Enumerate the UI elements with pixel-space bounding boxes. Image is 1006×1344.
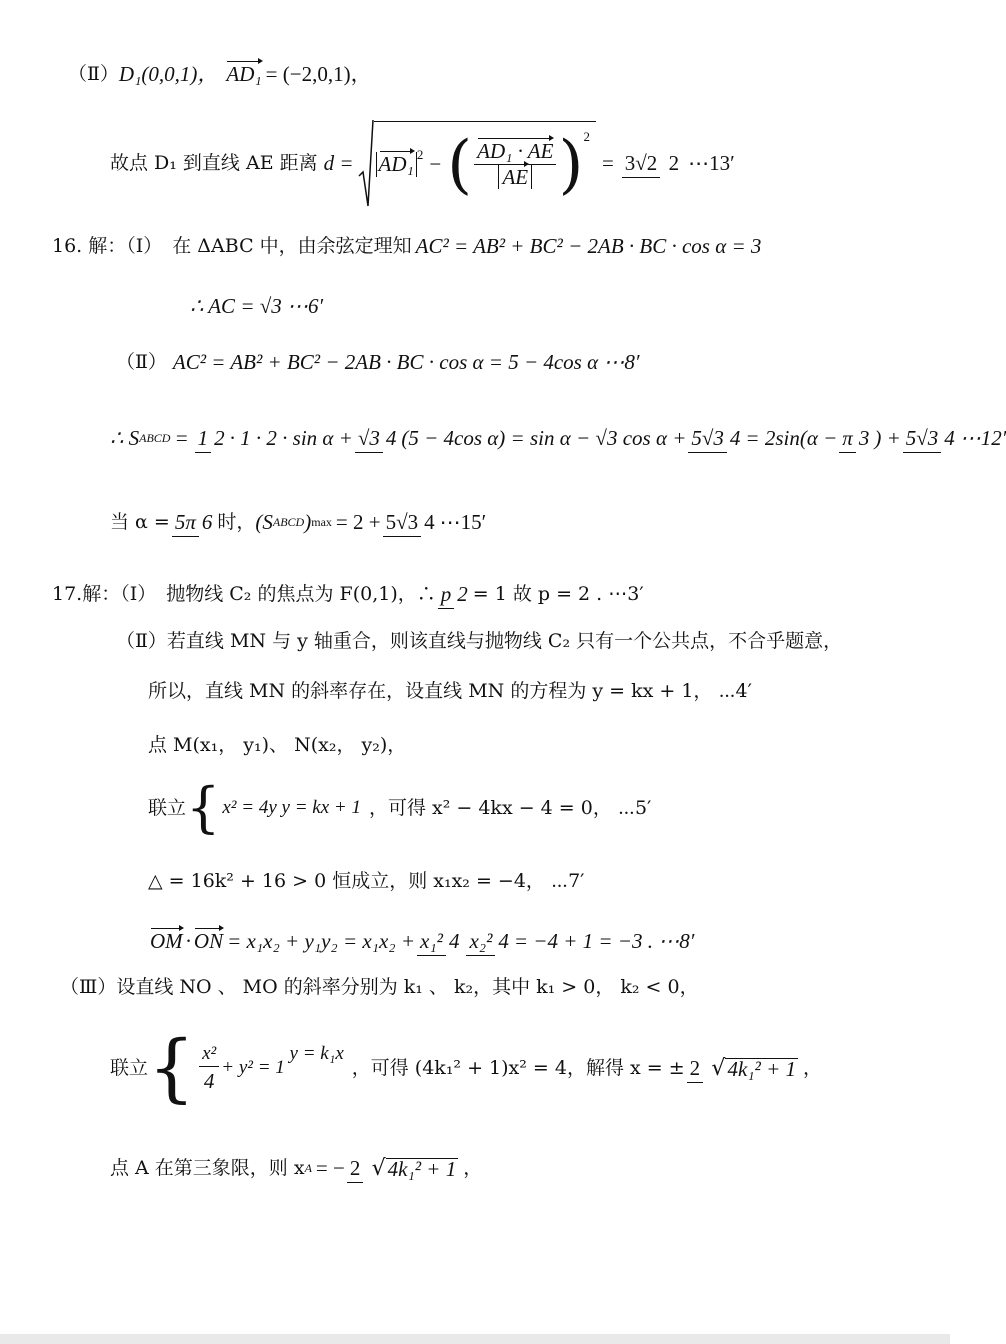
when-alpha: 当 α = [110, 510, 170, 533]
score-12: ⋯12′ [959, 425, 1006, 450]
frac-num: x² [199, 1043, 219, 1068]
q16-line-1 [52, 236, 761, 257]
frac-den: 4 [385, 425, 397, 450]
d-equals: d = [323, 150, 354, 175]
frac-num: 5√3 [688, 426, 727, 453]
ac-result: ∴ AC = √3 ⋯6′ [190, 294, 324, 318]
q17-line-6 [148, 872, 584, 891]
left-brace-icon: { [186, 776, 221, 839]
frac-p-2 [438, 581, 471, 606]
d1-point: D₁(0,0,1)， [118, 62, 219, 86]
page-bottom-strip [0, 1334, 950, 1344]
part-ii-d1-line [68, 64, 372, 85]
frac-den: 2 [457, 581, 468, 606]
score-15: ⋯15′ [439, 509, 487, 534]
score-13: ⋯13′ [688, 150, 735, 175]
q17-label: 17.解：（Ⅰ） [52, 582, 157, 605]
right-paren-icon: ) [558, 127, 584, 202]
s-close: ) [304, 509, 312, 534]
result-den: 2 [668, 150, 680, 175]
dot-product-result: = −4 + 1 = −3 . ⋯8′ [513, 928, 695, 953]
comma: ， [463, 1156, 483, 1179]
outer-square-exp: 2 [583, 129, 590, 144]
q16-line-2 [190, 296, 323, 317]
frac-num: 5√3 [903, 426, 942, 453]
q17-line-2 [116, 632, 842, 651]
frac-den-sqrt [369, 1156, 462, 1180]
frac-num: x₂² [466, 929, 495, 956]
q17-part-iii-text: （Ⅲ）设直线 NO 、 MO 的斜率分别为 k₁ 、 k₂，其中 k₁ > 0， k₂ < 0， [60, 976, 699, 998]
frac-den: 4 [498, 928, 509, 953]
frac-den: 4 [729, 425, 741, 450]
frac-pi-3 [839, 425, 872, 450]
discriminant: △ = 16k² + 16 > 0 恒成立，则 x₁x₂ = −4， ⋯7′ [148, 870, 585, 892]
radical-sign-icon [358, 118, 374, 208]
max-sub: max [311, 515, 332, 529]
q16-label: 16. 解：（Ⅰ） [52, 235, 163, 257]
max-eq: = 2 + [335, 509, 381, 534]
ellipse-system [197, 1043, 344, 1094]
projection-den [495, 165, 535, 188]
frac-den: 4 [203, 1069, 215, 1094]
point-a-text: 点 A 在第三象限，则 x [110, 1156, 305, 1179]
frac-den: 3 [858, 425, 870, 450]
comma: ， [803, 1056, 823, 1079]
frac-x2sq-4 [466, 928, 511, 953]
q16-ac-squared: AC² = AB² + BC² − 2AB · BC · cos α = 5 − 4cos α ⋯8′ [172, 350, 640, 374]
frac-5sqrt3-4-b [903, 425, 958, 450]
q16-area-line [110, 412, 1006, 464]
equation-system [222, 795, 361, 821]
vector-ad1-inner: AD₁ [378, 152, 414, 176]
q17-iii-system-line [110, 1025, 823, 1111]
system-eq-1: x² = 4y [222, 797, 277, 819]
vector-ad1-value: = (−2,0,1)， [265, 62, 372, 86]
q17-p-result: = 1 故 p = 2 . ⋯3′ [472, 582, 644, 605]
square-exp: 2 [416, 147, 424, 162]
frac-num: x₁² [417, 929, 446, 956]
frac-5sqrt3-4 [688, 425, 743, 450]
q17-line-4 [148, 736, 406, 755]
dot-product: AD₁ · AE [477, 139, 554, 163]
simultaneous-label: 联立 [148, 796, 187, 819]
area-part-c: · 1 · 2 · sin α + [229, 425, 353, 450]
dot-product-expansion: = x₁x₂ + y₁y₂ = x₁x₂ + [227, 928, 416, 953]
simultaneous-label-2: 联立 [110, 1056, 149, 1079]
area-part-f: ) + [874, 425, 901, 450]
q17-xa-line [110, 1138, 482, 1198]
frac-den: 4 [944, 425, 955, 450]
q17-part-ii: （Ⅱ）若直线 MN 与 y 轴重合，则该直线与抛物线 C₂ 只有一个公共点，不合乎题意， [116, 630, 843, 652]
frac-x-solution [687, 1056, 801, 1080]
frac-den-sqrt [708, 1056, 801, 1080]
left-paren-icon: ( [447, 127, 473, 202]
dot-sign: · [185, 928, 191, 953]
xa-eq: = − [315, 1155, 345, 1180]
q17-line-equation: 所以，直线 MN 的斜率存在，设直线 MN 的方程为 y = kx + 1， ⋯4′ [148, 680, 752, 702]
q16-cosine-law: AC² = AB² + BC² − 2AB · BC · cos α = 3 [415, 234, 762, 258]
solve-x-text: ，可得 (4k₁² + 1)x² = 4，解得 x = ± [351, 1056, 685, 1079]
frac-5pi-6 [172, 509, 216, 534]
frac-5sqrt3-4-c [383, 509, 438, 534]
abs-ae [498, 165, 532, 189]
part-label: （Ⅱ） [68, 63, 119, 85]
s-sub: ABCD [272, 515, 305, 529]
q17-dot-product-line [150, 916, 694, 966]
q16-part-ii-label: （Ⅱ） [116, 351, 167, 373]
frac-num: 5π [172, 510, 199, 537]
vector-om: OM [150, 928, 183, 953]
sqrt-content: 4k₁² + 1 [727, 1057, 797, 1081]
frac-x1sq-4 [417, 928, 462, 953]
distance-text: 故点 D₁ 到直线 AE 距离 [110, 151, 318, 174]
result-fraction [622, 150, 682, 175]
xa-sub: A [304, 1161, 312, 1175]
q16-line-3 [116, 352, 639, 373]
frac-half [195, 425, 228, 450]
projection-fraction [474, 141, 556, 188]
frac-num: 2 [687, 1056, 704, 1083]
area-eq: = [174, 425, 189, 450]
frac-num: 1 [195, 426, 212, 453]
line-eq: y = k₁x [289, 1042, 344, 1064]
left-brace-icon: { [148, 1025, 196, 1111]
vector-on: ON [193, 928, 224, 953]
q17-system-line [148, 778, 651, 838]
area-part-d: (5 − 4cos α) = sin α − √3 cos α + [401, 425, 687, 450]
radical-icon: √ [711, 1056, 726, 1081]
frac-den: 4 [424, 509, 435, 534]
frac-num: 5√3 [383, 510, 422, 537]
ellipse-eq [197, 1043, 285, 1094]
ellipse-tail: + y² = 1 [221, 1057, 285, 1079]
radical-icon: √ [371, 1156, 386, 1181]
frac-den: 2 [214, 425, 225, 450]
frac-xa [347, 1156, 461, 1180]
then-text: 时， [217, 510, 256, 533]
q17-line-3 [148, 682, 752, 701]
q17-points: 点 M(x₁， y₁)、 N(x₂， y₂)， [148, 734, 407, 756]
vector-ad1: AD₁ [226, 62, 262, 86]
q17-part-iii-line [60, 978, 699, 997]
equals-sign: = [601, 150, 614, 175]
vector-ae: AE [502, 165, 529, 189]
minus-sign: − [429, 152, 442, 176]
q17-focus-text: 抛物线 C₂ 的焦点为 F(0,1)，∴ [166, 582, 436, 605]
distance-formula-line [110, 118, 735, 208]
system-eq-2: y = kx + 1 [281, 797, 361, 819]
frac-num: π [839, 426, 856, 453]
frac-num: 2 [347, 1156, 364, 1183]
quadratic-result: ，可得 x² − 4kx − 4 = 0， ⋯5′ [368, 796, 652, 819]
sqrt-content: 4k₁² + 1 [387, 1157, 457, 1181]
area-sub: ABCD [139, 431, 171, 445]
frac-den: 6 [201, 509, 213, 534]
sqrt-body [374, 121, 596, 208]
frac-xsq-4 [199, 1043, 219, 1094]
q16-text: 在 ΔABC 中，由余弦定理知 [172, 235, 412, 257]
frac-num: p [438, 582, 455, 609]
q17-line-1 [52, 570, 644, 618]
result-num: 3√2 [622, 151, 661, 178]
area-part-e: = 2sin(α − [745, 425, 838, 450]
big-sqrt [358, 118, 596, 208]
frac-num: √3 [355, 426, 383, 453]
frac-sqrt3-4 [355, 425, 400, 450]
abs-ad1 [376, 152, 417, 177]
projection-num [474, 141, 556, 165]
frac-den: 4 [448, 928, 460, 953]
q16-max-line [110, 496, 486, 548]
area-s: ∴ S [110, 425, 140, 450]
s-open: (S [255, 509, 273, 534]
